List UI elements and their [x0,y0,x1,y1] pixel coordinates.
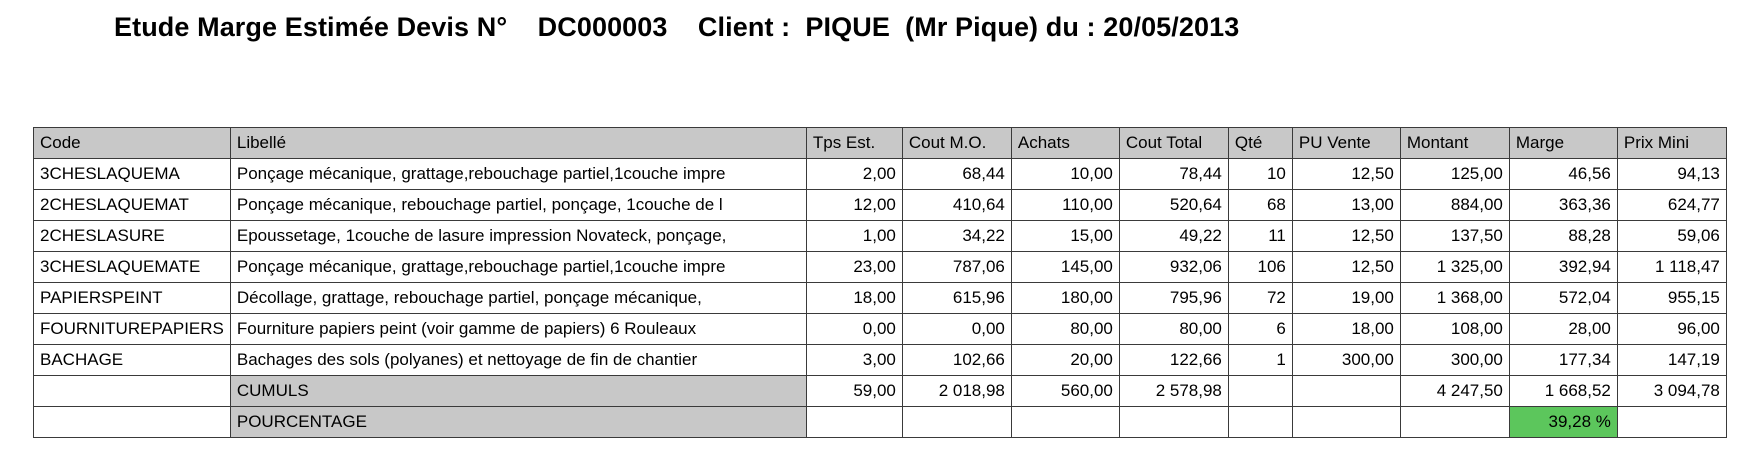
cell-marge: 177,34 [1509,345,1617,376]
cumuls-cout-total: 2 578,98 [1119,376,1228,407]
cell-cout-mo: 102,66 [902,345,1011,376]
cell-libelle: Bachages des sols (polyanes) et nettoyage de fin de chantier [230,345,806,376]
header-row [34,128,1727,159]
marge-percentage: 39,28 % [1509,407,1617,438]
cell-montant: 108,00 [1400,314,1509,345]
cell-prix-mini: 624,77 [1617,190,1726,221]
pourcentage-label: POURCENTAGE [230,407,806,438]
cell-libelle: Ponçage mécanique, rebouchage partiel, ponçage, 1couche de l [230,190,806,221]
cell-code: 2CHESLAQUEMAT [34,190,231,221]
col-header-tps-est: Tps Est. [806,128,902,159]
cell-achats: 110,00 [1011,190,1119,221]
cell-achats: 145,00 [1011,252,1119,283]
cell-qte: 11 [1228,221,1292,252]
cell-marge: 88,28 [1509,221,1617,252]
cell-code: 3CHESLAQUEMATE [34,252,231,283]
table-row [34,159,1727,190]
table-row [34,345,1727,376]
cell-pu-vente: 12,50 [1292,159,1400,190]
cell-montant: 1 325,00 [1400,252,1509,283]
cell-tps-est: 12,00 [806,190,902,221]
cell-qte: 1 [1228,345,1292,376]
margin-table [33,127,1727,438]
cell-marge: 46,56 [1509,159,1617,190]
col-header-libelle: Libellé [230,128,806,159]
cell-marge: 363,36 [1509,190,1617,221]
cell-pu-vente: 18,00 [1292,314,1400,345]
cell-cout-mo: 0,00 [902,314,1011,345]
cell-libelle: Epoussetage, 1couche de lasure impression Novateck, ponçage, [230,221,806,252]
cell-qte: 10 [1228,159,1292,190]
col-header-marge: Marge [1509,128,1617,159]
cell-cout-mo: 410,64 [902,190,1011,221]
cell-cout-total: 122,66 [1119,345,1228,376]
cell-code: BACHAGE [34,345,231,376]
table-row [34,190,1727,221]
cell-libelle: Ponçage mécanique, grattage,rebouchage partiel,1couche impre [230,159,806,190]
col-header-prix-mini: Prix Mini [1617,128,1726,159]
cumuls-prix-mini: 3 094,78 [1617,376,1726,407]
pourcentage-qte-empty [1228,407,1292,438]
cell-montant: 125,00 [1400,159,1509,190]
cell-cout-total: 78,44 [1119,159,1228,190]
cell-qte: 68 [1228,190,1292,221]
cell-cout-total: 795,96 [1119,283,1228,314]
cell-code: PAPIERSPEINT [34,283,231,314]
cell-code: 3CHESLAQUEMA [34,159,231,190]
cell-montant: 300,00 [1400,345,1509,376]
cumuls-label: CUMULS [230,376,806,407]
cell-prix-mini: 955,15 [1617,283,1726,314]
cell-code: FOURNITUREPAPIERS [34,314,231,345]
cell-marge: 572,04 [1509,283,1617,314]
cell-tps-est: 3,00 [806,345,902,376]
cell-cout-total: 932,06 [1119,252,1228,283]
cell-qte: 106 [1228,252,1292,283]
cumuls-marge: 1 668,52 [1509,376,1617,407]
col-header-qte: Qté [1228,128,1292,159]
cell-prix-mini: 147,19 [1617,345,1726,376]
cumuls-code-empty [34,376,231,407]
cell-prix-mini: 94,13 [1617,159,1726,190]
cumuls-row [34,376,1727,407]
col-header-achats: Achats [1011,128,1119,159]
pourcentage-cout-total-empty [1119,407,1228,438]
col-header-cout-total: Cout Total [1119,128,1228,159]
cell-montant: 137,50 [1400,221,1509,252]
table-row [34,283,1727,314]
cell-montant: 884,00 [1400,190,1509,221]
cell-cout-mo: 787,06 [902,252,1011,283]
cell-tps-est: 2,00 [806,159,902,190]
cell-pu-vente: 12,50 [1292,221,1400,252]
cell-achats: 180,00 [1011,283,1119,314]
cell-libelle: Fourniture papiers peint (voir gamme de papiers) 6 Rouleaux [230,314,806,345]
cell-achats: 80,00 [1011,314,1119,345]
pourcentage-tps-empty [806,407,902,438]
cell-qte: 6 [1228,314,1292,345]
cell-achats: 20,00 [1011,345,1119,376]
cell-pu-vente: 19,00 [1292,283,1400,314]
cell-montant: 1 368,00 [1400,283,1509,314]
cumuls-tps-est: 59,00 [806,376,902,407]
pourcentage-row [34,407,1727,438]
pourcentage-pu-vente-empty [1292,407,1400,438]
cell-libelle: Décollage, grattage, rebouchage partiel, ponçage mécanique, [230,283,806,314]
cell-pu-vente: 12,50 [1292,252,1400,283]
cell-prix-mini: 1 118,47 [1617,252,1726,283]
cell-marge: 392,94 [1509,252,1617,283]
cumuls-montant: 4 247,50 [1400,376,1509,407]
cell-libelle: Ponçage mécanique, grattage,rebouchage partiel,1couche impre [230,252,806,283]
col-header-montant: Montant [1400,128,1509,159]
cell-tps-est: 0,00 [806,314,902,345]
cell-prix-mini: 59,06 [1617,221,1726,252]
table-row [34,252,1727,283]
cell-qte: 72 [1228,283,1292,314]
cumuls-pu-vente-empty [1292,376,1400,407]
cell-tps-est: 18,00 [806,283,902,314]
table-row [34,314,1727,345]
pourcentage-montant-empty [1400,407,1509,438]
cell-cout-total: 80,00 [1119,314,1228,345]
cell-marge: 28,00 [1509,314,1617,345]
pourcentage-cout-mo-empty [902,407,1011,438]
col-header-cout-mo: Cout M.O. [902,128,1011,159]
col-header-code: Code [34,128,231,159]
cell-cout-mo: 34,22 [902,221,1011,252]
cell-tps-est: 1,00 [806,221,902,252]
cell-achats: 15,00 [1011,221,1119,252]
cell-prix-mini: 96,00 [1617,314,1726,345]
table-row [34,221,1727,252]
cumuls-qte-empty [1228,376,1292,407]
cell-tps-est: 23,00 [806,252,902,283]
report-title: Etude Marge Estimée Devis N° DC000003 Client : PIQUE (Mr Pique) du : 20/05/2013 [114,12,1240,42]
cell-cout-total: 520,64 [1119,190,1228,221]
cell-cout-mo: 615,96 [902,283,1011,314]
cumuls-achats: 560,00 [1011,376,1119,407]
cell-cout-total: 49,22 [1119,221,1228,252]
cell-achats: 10,00 [1011,159,1119,190]
cell-code: 2CHESLASURE [34,221,231,252]
col-header-pu-vente: PU Vente [1292,128,1400,159]
cell-pu-vente: 13,00 [1292,190,1400,221]
pourcentage-achats-empty [1011,407,1119,438]
pourcentage-prix-mini-empty [1617,407,1726,438]
cell-cout-mo: 68,44 [902,159,1011,190]
cumuls-cout-mo: 2 018,98 [902,376,1011,407]
cell-pu-vente: 300,00 [1292,345,1400,376]
pourcentage-code-empty [34,407,231,438]
